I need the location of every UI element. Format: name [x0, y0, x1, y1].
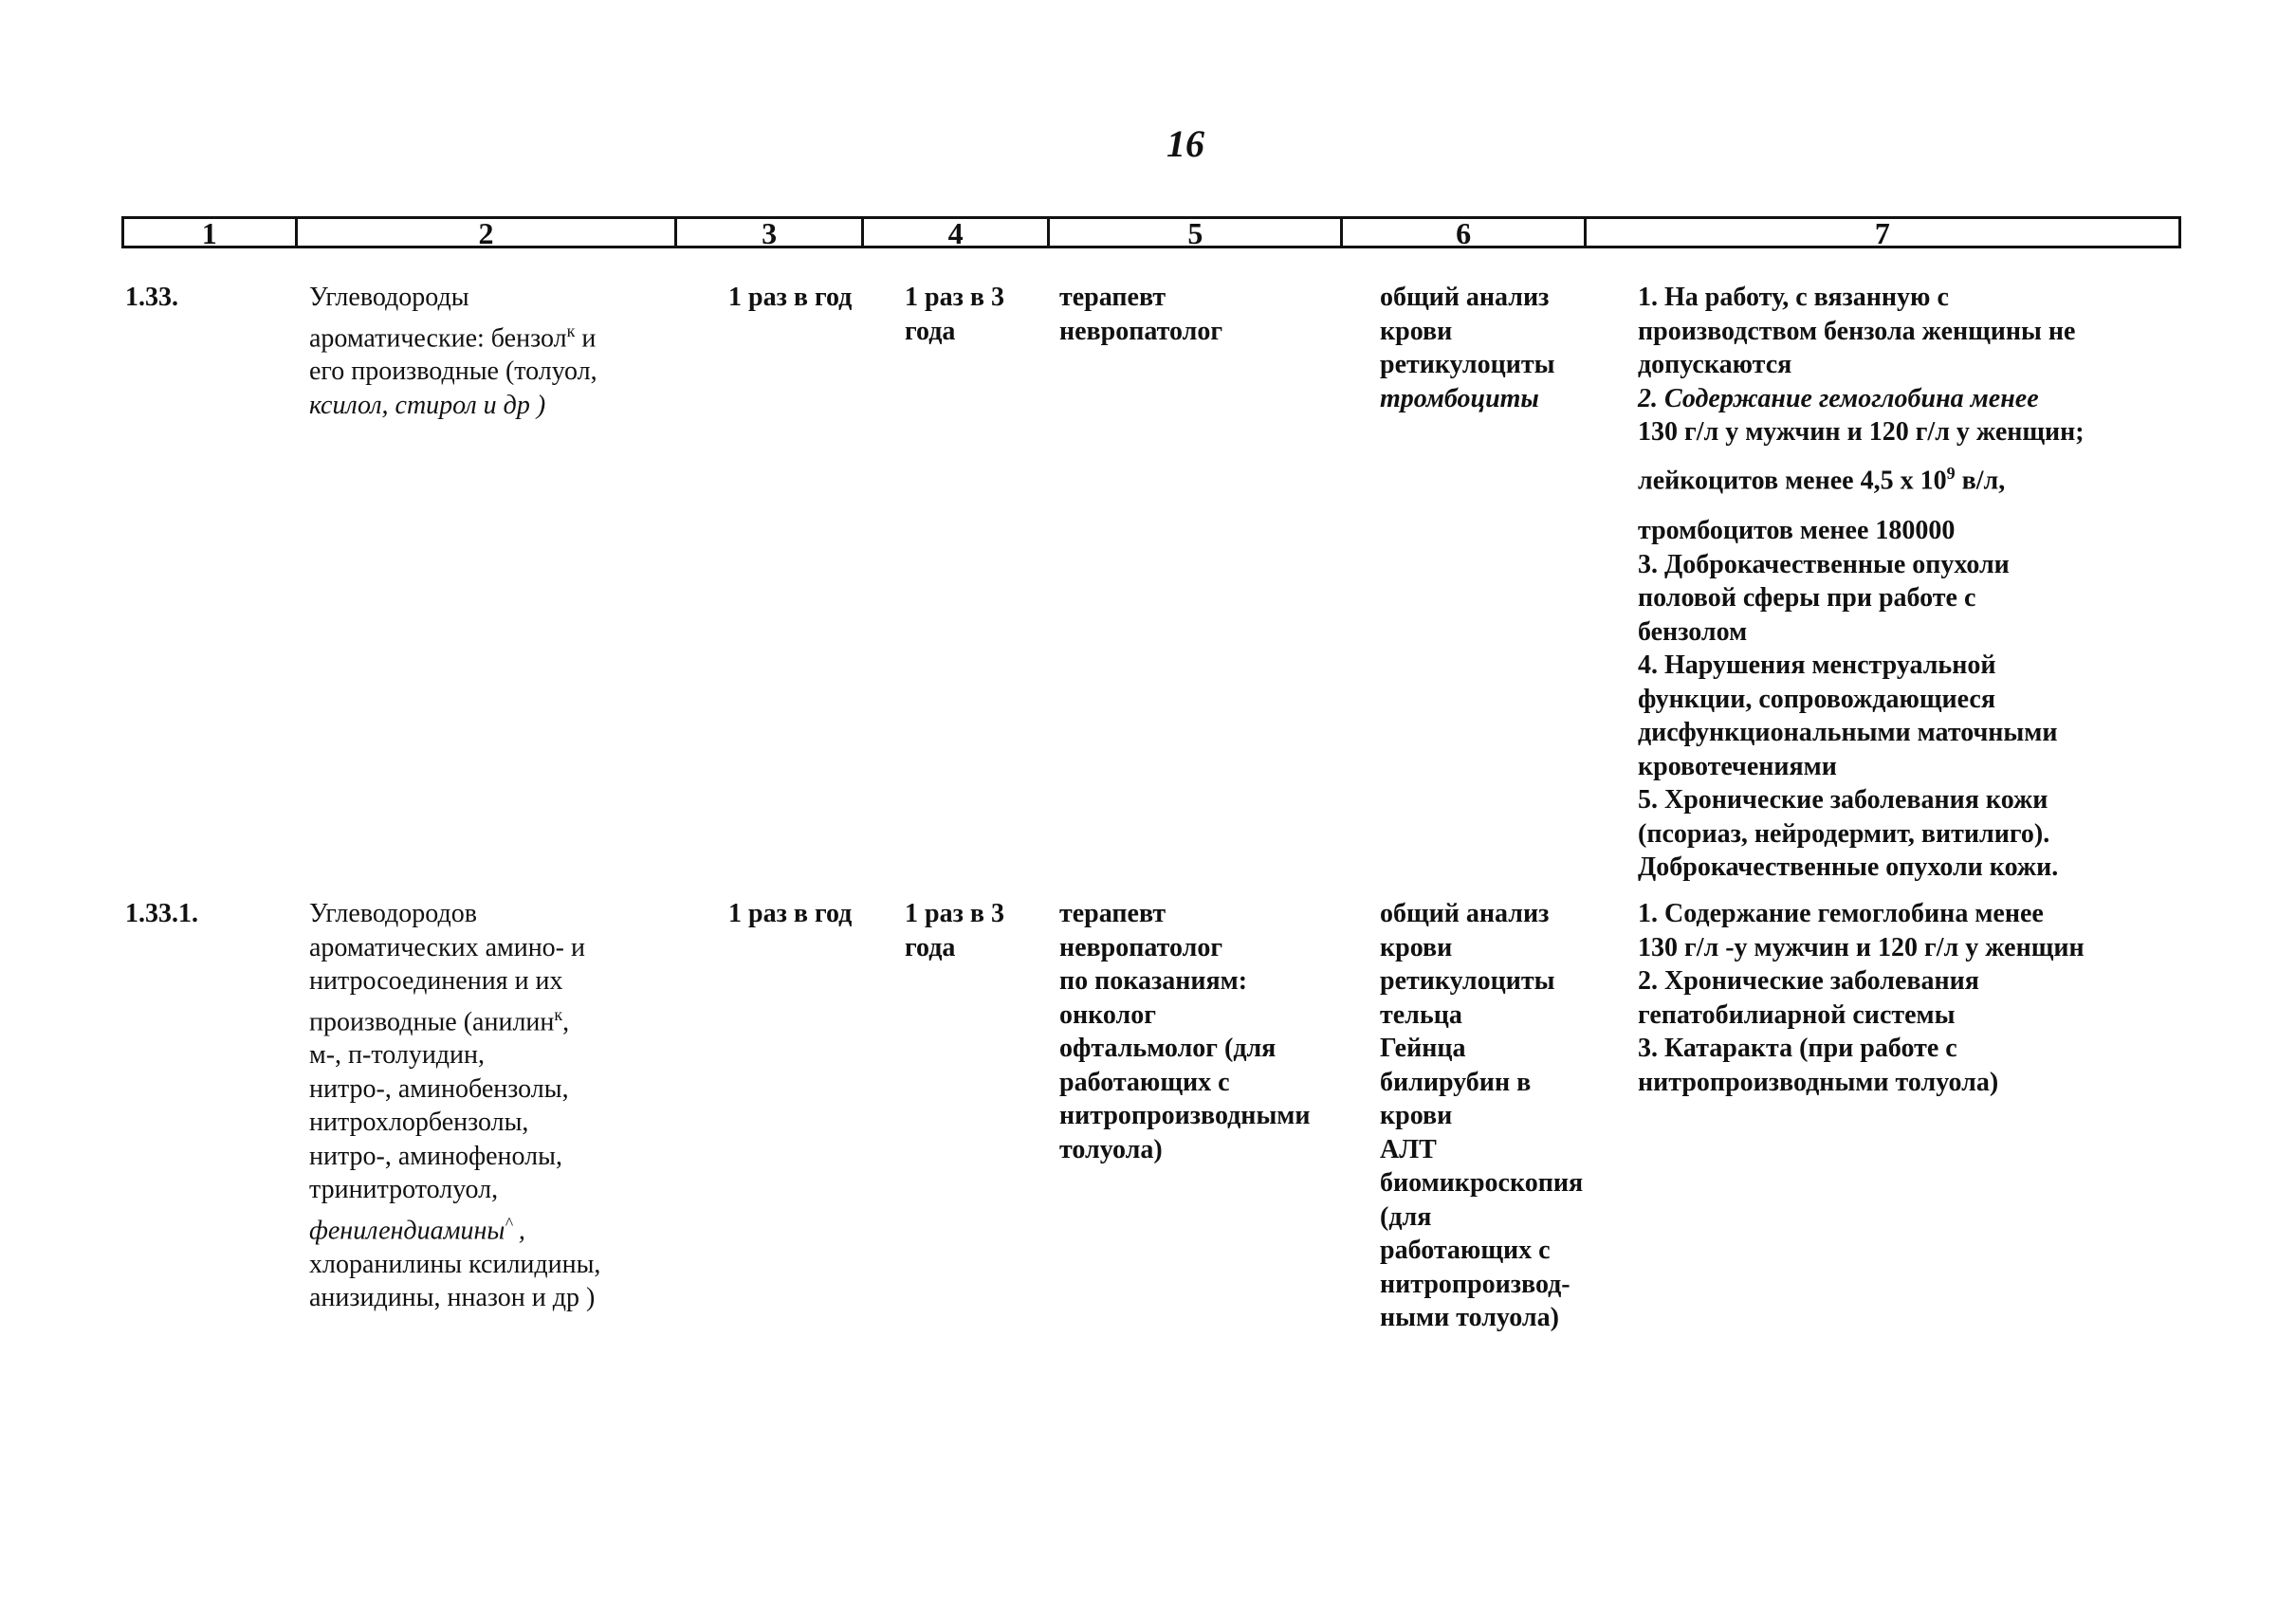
frequency-cell: 1 раз в год	[728, 899, 853, 928]
contraindications-cell: 1. Содержание гемоглобина менее 130 г/л -у мужчин и 120 г/л у женщин 2. Хронические заболевания гепатобилиарной системы 3. Катаракта (при работе с нитропроизводными толуола)	[1638, 899, 2085, 1097]
header-col-4: 4	[864, 219, 1050, 246]
carcinogen-mark: к	[566, 321, 576, 340]
header-col-1: 1	[124, 219, 298, 246]
frequency-cell: 1 раз в 3 года	[905, 283, 1004, 346]
row-number: 1.33.	[125, 283, 178, 312]
page-number: 16	[1166, 122, 1204, 165]
doctors-cell: терапевт невропатолог по показаниям: онколог офтальмолог (для работающих с нитропроизводными толуола)	[1059, 899, 1311, 1164]
doctors-cell: терапевт невропатолог	[1059, 283, 1223, 346]
tests-cell: общий анализ крови ретикулоциты тромбоциты	[1380, 283, 1555, 413]
substance-line: ксилол, стирол и др )	[309, 390, 546, 420]
header-col-6: 6	[1343, 219, 1586, 246]
frequency-cell: 1 раз в 3 года	[905, 899, 1004, 962]
contraindications-cell: 1. На работу, с вязанную с производством бензола женщины не допускаются 2. Содержание гемоглобина менее 130 г/л у мужчин и 120 г/л у женщин; лейкоцитов менее 4,5 х $10^9$ в/л, тромбоцитов менее 180000 3. Доброкачественные опухоли половой сферы при работе с бензолом 4. Нарушения менструальной функции, сопровождающиеся дисфункциональными маточными кровотечениями 5. Хронические заболевания кожи (псориаз, нейродермит, витилиго). Доброкачественные опухоли кожи.	[1638, 283, 2085, 883]
substance-cell	[309, 281, 679, 422]
header-col-3: 3	[677, 219, 863, 246]
header-col-7: 7	[1874, 216, 1890, 250]
substance-line: его производные (толуол,	[309, 357, 597, 387]
header-col-5: 5	[1050, 219, 1343, 246]
substance-line: Углеводороды	[309, 283, 469, 312]
carcinogen-mark: к	[554, 1004, 563, 1024]
header-col-2: 2	[298, 219, 678, 246]
tests-cell: общий анализ крови ретикулоциты тельца Гейнца билирубин в крови АЛТ биомикроскопия (для работающих с нитропроизвод- ными толуола)	[1380, 899, 1584, 1332]
frequency-cell: 1 раз в год	[728, 283, 853, 312]
row-number: 1.33.1.	[125, 899, 198, 928]
substance-line: ароматические: бензол$^к$ и	[309, 321, 597, 353]
table-header-row	[121, 216, 2181, 248]
substance-cell: Углеводородов ароматических амино- и нитросоединения и их производные (анилин$^к$, м-, п-толуидин, нитро-, аминобензолы, нитрохлорбензолы, нитро-, аминофенолы, тринитротолуол, фенилендиамины^ , хлоранилины ксилидины, анизидины, нназон и др )	[309, 899, 601, 1313]
